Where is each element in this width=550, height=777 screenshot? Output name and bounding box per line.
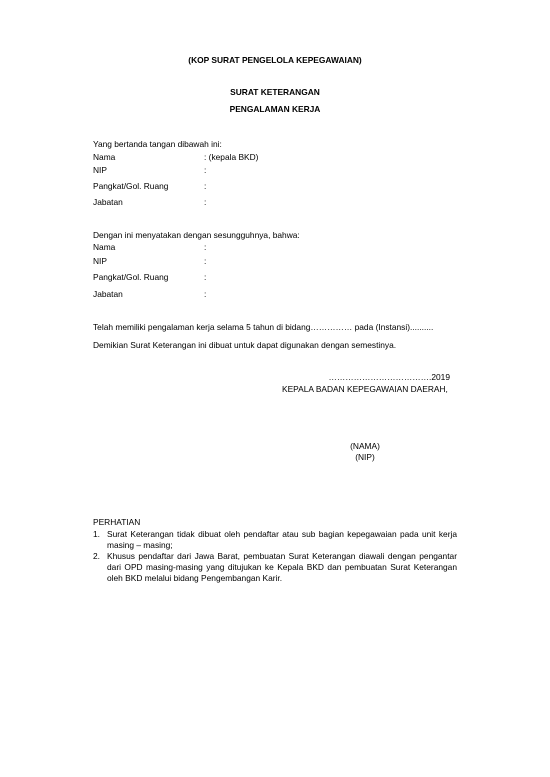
note-1-number: 1. — [93, 529, 100, 539]
subject-name-value: : — [204, 242, 207, 252]
signer-name-label: Nama — [93, 152, 116, 162]
note-1-text: Surat Keterangan tidak dibuat oleh pendaftar atau sub bagian kepegawaian pada unit kerja masing – masing; — [107, 529, 457, 550]
subject-rank-value: : — [204, 272, 207, 282]
signature-nip: (NIP) — [355, 452, 375, 462]
signer-rank-label: Pangkat/Gol. Ruang — [93, 181, 169, 191]
letterhead-placeholder: (KOP SURAT PENGELOLA KEPEGAWAIAN) — [188, 55, 362, 65]
subject-intro: Dengan ini menyatakan dengan sesungguhnya, bahwa: — [93, 230, 300, 240]
signer-position-label: Jabatan — [93, 197, 123, 207]
signer-intro: Yang bertanda tangan dibawah ini: — [93, 139, 222, 149]
subject-nip-label: NIP — [93, 256, 107, 266]
subject-position-value: : — [204, 289, 207, 299]
subject-position-label: Jabatan — [93, 289, 123, 299]
note-2-text: Khusus pendaftar dari Jawa Barat, pembuatan Surat Keterangan diawali dengan pengantar dari OPD masing-masing yang ditujukan ke Kepala BKD dan pembuatan Surat Keterangan oleh BKD melalui bidang Pengembangan Karir. — [107, 551, 457, 583]
subject-rank-label: Pangkat/Gol. Ruang — [93, 272, 169, 282]
signer-position-value: : — [204, 197, 207, 207]
signature-name: (NAMA) — [350, 441, 380, 451]
signer-nip-label: NIP — [93, 165, 107, 175]
document-title: SURAT KETERANGAN — [230, 87, 320, 97]
subject-name-label: Nama — [93, 242, 116, 252]
note-2-number: 2. — [93, 551, 100, 561]
closing-statement: Demikian Surat Keterangan ini dibuat untuk dapat digunakan dengan semestinya. — [93, 340, 397, 350]
signer-name-value: : (kepala BKD) — [204, 152, 259, 162]
notes-heading: PERHATIAN — [93, 517, 141, 527]
subject-nip-value: : — [204, 256, 207, 266]
experience-statement: Telah memiliki pengalaman kerja selama 5 tahun di bidang…………… pada (Instansi).......... — [93, 322, 434, 332]
signer-nip-value: : — [204, 165, 207, 175]
signature-position: KEPALA BADAN KEPEGAWAIAN DAERAH, — [282, 384, 448, 394]
document-subtitle: PENGALAMAN KERJA — [229, 104, 321, 114]
signature-date: ……………………………….2019 — [328, 372, 450, 382]
signer-rank-value: : — [204, 181, 207, 191]
